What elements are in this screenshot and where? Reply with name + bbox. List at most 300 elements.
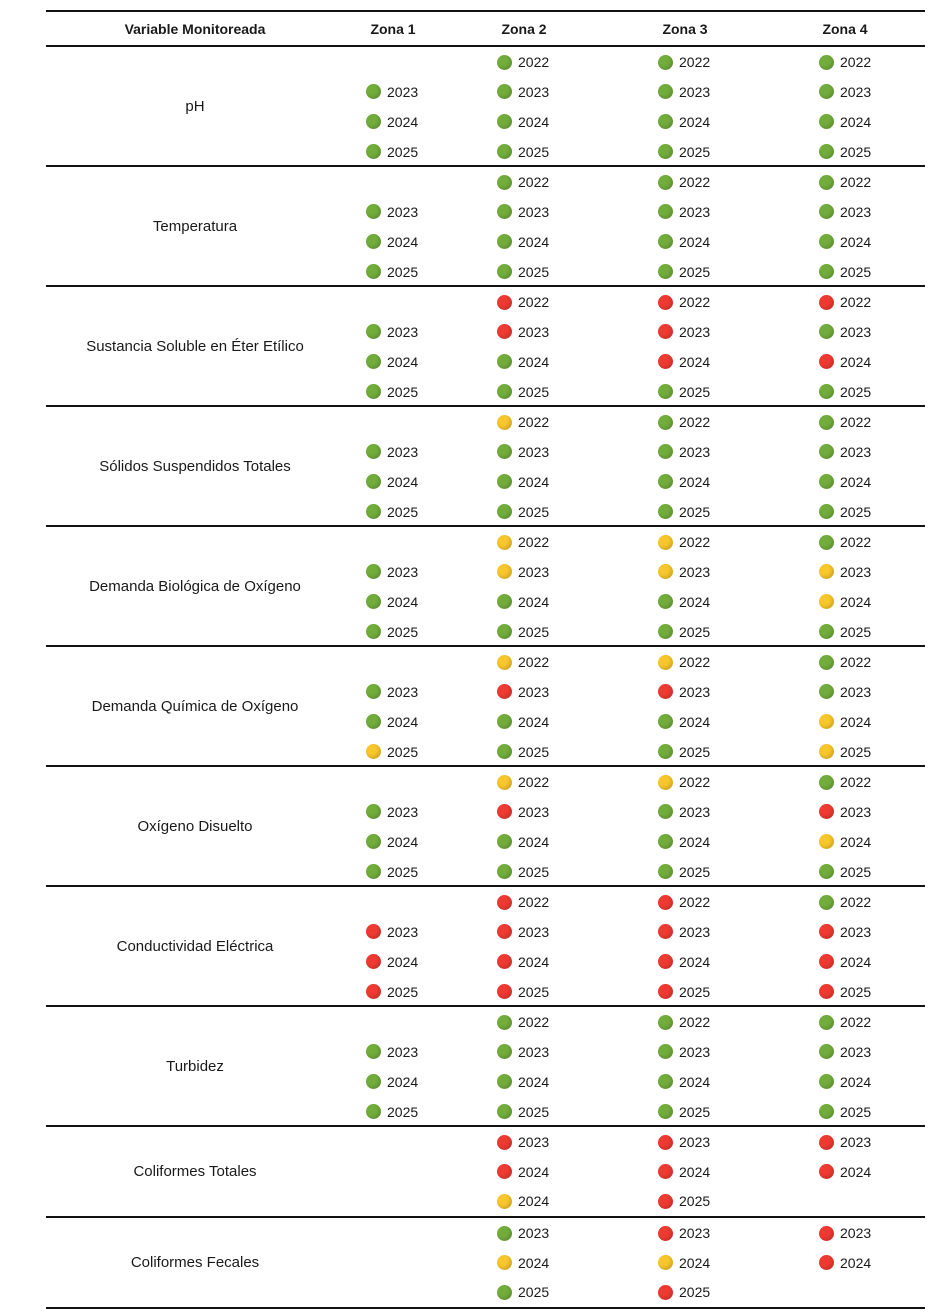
year-label: 2023 bbox=[840, 203, 872, 220]
year-label: 2023 bbox=[679, 83, 711, 100]
year-status bbox=[658, 772, 710, 792]
year-label: 2024 bbox=[518, 953, 550, 970]
year-label: 2023 bbox=[679, 1043, 711, 1060]
year-label: 2023 bbox=[679, 1225, 711, 1241]
year-status bbox=[497, 142, 549, 162]
year-label: 2024 bbox=[679, 1073, 711, 1090]
year-label: 2025 bbox=[679, 383, 711, 400]
status-dot-icon bbox=[497, 864, 512, 879]
status-dot-icon bbox=[819, 1104, 834, 1119]
year-status bbox=[366, 382, 418, 402]
year-status bbox=[366, 442, 418, 462]
year-label: 2023 bbox=[840, 1225, 872, 1241]
status-dot-icon bbox=[366, 144, 381, 159]
variable-label: Temperatura bbox=[152, 217, 238, 235]
status-dot-icon bbox=[497, 144, 512, 159]
year-status bbox=[497, 652, 549, 672]
status-dot-icon bbox=[819, 295, 834, 310]
year-status bbox=[497, 172, 549, 192]
header-zone-4: Zona 4 bbox=[822, 20, 868, 37]
status-dot-icon bbox=[658, 1135, 673, 1150]
year-label: 2024 bbox=[840, 233, 872, 250]
year-status bbox=[658, 112, 710, 132]
year-label: 2024 bbox=[387, 353, 419, 370]
year-status bbox=[658, 1253, 710, 1273]
year-status bbox=[497, 892, 549, 912]
year-status bbox=[658, 142, 710, 162]
year-status bbox=[366, 742, 418, 762]
variable-label: Sólidos Suspendidos Totales bbox=[99, 457, 291, 475]
year-status bbox=[658, 892, 710, 912]
status-dot-icon bbox=[658, 354, 673, 369]
year-label: 2024 bbox=[840, 1073, 872, 1090]
year-status bbox=[366, 622, 418, 642]
year-label: 2025 bbox=[518, 1103, 550, 1120]
variable-label: Oxígeno Disuelto bbox=[137, 817, 253, 835]
year-status bbox=[819, 1223, 871, 1243]
status-dot-icon bbox=[497, 504, 512, 519]
year-label: 2023 bbox=[387, 203, 419, 220]
year-status bbox=[497, 712, 549, 732]
status-dot-icon bbox=[366, 594, 381, 609]
status-dot-icon bbox=[497, 1015, 512, 1030]
year-label: 2023 bbox=[840, 83, 872, 100]
status-dot-icon bbox=[658, 564, 673, 579]
status-dot-icon bbox=[819, 234, 834, 249]
status-dot-icon bbox=[366, 204, 381, 219]
year-status bbox=[366, 142, 418, 162]
year-status bbox=[497, 682, 549, 702]
year-status bbox=[497, 202, 549, 222]
year-status bbox=[658, 682, 710, 702]
year-label: 2022 bbox=[518, 54, 550, 70]
year-label: 2022 bbox=[679, 54, 711, 70]
year-label: 2024 bbox=[518, 833, 550, 850]
year-status bbox=[819, 592, 871, 612]
year-label: 2024 bbox=[840, 593, 872, 610]
status-dot-icon bbox=[819, 354, 834, 369]
year-status bbox=[819, 862, 871, 882]
year-label: 2023 bbox=[679, 923, 711, 940]
year-status bbox=[819, 1102, 871, 1122]
year-status bbox=[819, 292, 871, 312]
year-label: 2024 bbox=[518, 1073, 550, 1090]
status-dot-icon bbox=[658, 775, 673, 790]
year-status bbox=[497, 1162, 549, 1182]
year-status bbox=[658, 82, 710, 102]
year-status bbox=[658, 352, 710, 372]
year-label: 2023 bbox=[387, 323, 419, 340]
year-label: 2025 bbox=[840, 863, 872, 880]
year-status bbox=[819, 232, 871, 252]
status-dot-icon bbox=[658, 535, 673, 550]
status-dot-icon bbox=[658, 804, 673, 819]
status-dot-icon bbox=[658, 114, 673, 129]
year-status bbox=[658, 172, 710, 192]
year-status bbox=[366, 1042, 418, 1062]
status-dot-icon bbox=[497, 444, 512, 459]
status-dot-icon bbox=[497, 655, 512, 670]
year-status bbox=[497, 82, 549, 102]
year-label: 2025 bbox=[387, 263, 419, 280]
status-dot-icon bbox=[819, 175, 834, 190]
year-status bbox=[819, 742, 871, 762]
year-label: 2024 bbox=[679, 1254, 711, 1271]
year-label: 2023 bbox=[840, 563, 872, 580]
status-dot-icon bbox=[819, 954, 834, 969]
year-label: 2023 bbox=[518, 1043, 550, 1060]
table-row bbox=[46, 1218, 925, 1309]
year-status bbox=[366, 262, 418, 282]
year-label: 2025 bbox=[679, 263, 711, 280]
year-label: 2022 bbox=[840, 654, 872, 670]
year-label: 2024 bbox=[840, 713, 872, 730]
status-dot-icon bbox=[497, 175, 512, 190]
year-status bbox=[819, 1162, 871, 1182]
status-dot-icon bbox=[497, 354, 512, 369]
year-label: 2022 bbox=[679, 414, 711, 430]
year-label: 2024 bbox=[679, 833, 711, 850]
year-status bbox=[497, 952, 549, 972]
status-dot-icon bbox=[658, 444, 673, 459]
year-label: 2023 bbox=[840, 443, 872, 460]
status-dot-icon bbox=[658, 954, 673, 969]
year-label: 2023 bbox=[518, 923, 550, 940]
status-dot-icon bbox=[366, 474, 381, 489]
status-dot-icon bbox=[658, 1285, 673, 1300]
year-label: 2024 bbox=[518, 473, 550, 490]
year-status bbox=[658, 862, 710, 882]
year-status bbox=[497, 232, 549, 252]
status-dot-icon bbox=[366, 84, 381, 99]
year-label: 2022 bbox=[518, 534, 550, 550]
year-status bbox=[366, 832, 418, 852]
year-label: 2024 bbox=[387, 713, 419, 730]
year-status bbox=[819, 1072, 871, 1092]
table-header bbox=[46, 10, 925, 47]
year-label: 2025 bbox=[679, 743, 711, 760]
year-status bbox=[658, 232, 710, 252]
status-dot-icon bbox=[658, 234, 673, 249]
year-status bbox=[497, 112, 549, 132]
year-label: 2024 bbox=[518, 1163, 550, 1180]
year-status bbox=[658, 592, 710, 612]
status-dot-icon bbox=[658, 744, 673, 759]
status-dot-icon bbox=[658, 504, 673, 519]
year-status bbox=[366, 862, 418, 882]
year-label: 2024 bbox=[387, 833, 419, 850]
year-label: 2025 bbox=[518, 263, 550, 280]
status-dot-icon bbox=[658, 474, 673, 489]
status-dot-icon bbox=[497, 924, 512, 939]
year-label: 2022 bbox=[518, 654, 550, 670]
year-label: 2024 bbox=[840, 113, 872, 130]
status-dot-icon bbox=[366, 1044, 381, 1059]
status-dot-icon bbox=[497, 84, 512, 99]
year-status bbox=[497, 622, 549, 642]
year-status bbox=[819, 502, 871, 522]
year-status bbox=[497, 322, 549, 342]
year-status bbox=[819, 442, 871, 462]
year-status bbox=[366, 472, 418, 492]
year-status bbox=[366, 982, 418, 1002]
year-label: 2022 bbox=[679, 534, 711, 550]
status-dot-icon bbox=[366, 564, 381, 579]
year-label: 2025 bbox=[387, 1103, 419, 1120]
status-dot-icon bbox=[497, 804, 512, 819]
year-label: 2025 bbox=[387, 623, 419, 640]
table-body bbox=[46, 47, 925, 1309]
year-label: 2024 bbox=[840, 953, 872, 970]
year-label: 2023 bbox=[679, 203, 711, 220]
year-label: 2022 bbox=[518, 1014, 550, 1030]
year-status bbox=[658, 952, 710, 972]
year-status bbox=[819, 472, 871, 492]
year-label: 2023 bbox=[679, 563, 711, 580]
status-dot-icon bbox=[658, 295, 673, 310]
year-label: 2025 bbox=[679, 1193, 711, 1210]
year-status bbox=[366, 682, 418, 702]
year-label: 2024 bbox=[679, 113, 711, 130]
year-status bbox=[658, 712, 710, 732]
year-label: 2024 bbox=[679, 473, 711, 490]
status-dot-icon bbox=[819, 775, 834, 790]
status-dot-icon bbox=[497, 1074, 512, 1089]
status-dot-icon bbox=[497, 384, 512, 399]
status-dot-icon bbox=[497, 564, 512, 579]
status-dot-icon bbox=[658, 655, 673, 670]
year-status bbox=[497, 442, 549, 462]
year-label: 2022 bbox=[679, 1014, 711, 1030]
year-label: 2023 bbox=[387, 83, 419, 100]
table-row bbox=[46, 767, 925, 887]
status-dot-icon bbox=[497, 594, 512, 609]
status-dot-icon bbox=[366, 924, 381, 939]
year-status bbox=[658, 322, 710, 342]
year-status bbox=[819, 982, 871, 1002]
year-label: 2022 bbox=[840, 534, 872, 550]
status-dot-icon bbox=[658, 834, 673, 849]
year-status bbox=[819, 562, 871, 582]
status-dot-icon bbox=[819, 444, 834, 459]
status-dot-icon bbox=[366, 864, 381, 879]
status-dot-icon bbox=[497, 114, 512, 129]
year-status bbox=[658, 832, 710, 852]
year-label: 2025 bbox=[840, 143, 872, 160]
year-label: 2022 bbox=[518, 774, 550, 790]
status-dot-icon bbox=[819, 714, 834, 729]
year-label: 2022 bbox=[840, 414, 872, 430]
status-dot-icon bbox=[366, 954, 381, 969]
status-dot-icon bbox=[819, 984, 834, 999]
year-label: 2023 bbox=[518, 443, 550, 460]
year-status bbox=[658, 652, 710, 672]
status-dot-icon bbox=[819, 804, 834, 819]
variable-label: pH bbox=[185, 97, 205, 115]
year-status bbox=[658, 292, 710, 312]
status-dot-icon bbox=[497, 984, 512, 999]
status-dot-icon bbox=[366, 714, 381, 729]
table-row bbox=[46, 47, 925, 167]
year-label: 2025 bbox=[840, 983, 872, 1000]
year-status bbox=[497, 472, 549, 492]
status-dot-icon bbox=[658, 84, 673, 99]
status-dot-icon bbox=[497, 264, 512, 279]
year-status bbox=[366, 502, 418, 522]
year-label: 2022 bbox=[518, 894, 550, 910]
year-label: 2024 bbox=[679, 953, 711, 970]
status-dot-icon bbox=[819, 624, 834, 639]
year-status bbox=[658, 1191, 710, 1211]
year-status bbox=[497, 802, 549, 822]
status-dot-icon bbox=[658, 324, 673, 339]
status-dot-icon bbox=[497, 1135, 512, 1150]
status-dot-icon bbox=[497, 684, 512, 699]
year-label: 2025 bbox=[679, 143, 711, 160]
year-status bbox=[658, 382, 710, 402]
status-dot-icon bbox=[819, 204, 834, 219]
year-status bbox=[819, 832, 871, 852]
year-label: 2024 bbox=[518, 713, 550, 730]
status-dot-icon bbox=[658, 864, 673, 879]
year-status bbox=[366, 112, 418, 132]
year-label: 2025 bbox=[518, 503, 550, 520]
status-dot-icon bbox=[658, 1255, 673, 1270]
status-dot-icon bbox=[658, 175, 673, 190]
status-dot-icon bbox=[819, 144, 834, 159]
status-dot-icon bbox=[366, 234, 381, 249]
status-dot-icon bbox=[497, 1044, 512, 1059]
status-dot-icon bbox=[497, 324, 512, 339]
status-dot-icon bbox=[497, 744, 512, 759]
year-status bbox=[497, 1191, 549, 1211]
year-label: 2022 bbox=[518, 414, 550, 430]
year-status bbox=[819, 682, 871, 702]
year-label: 2024 bbox=[679, 713, 711, 730]
year-status bbox=[366, 592, 418, 612]
status-dot-icon bbox=[366, 804, 381, 819]
status-dot-icon bbox=[819, 1226, 834, 1241]
year-status bbox=[366, 352, 418, 372]
status-dot-icon bbox=[819, 684, 834, 699]
year-status bbox=[658, 622, 710, 642]
year-status bbox=[497, 1282, 549, 1302]
status-dot-icon bbox=[366, 744, 381, 759]
year-status bbox=[497, 772, 549, 792]
year-label: 2025 bbox=[518, 863, 550, 880]
status-dot-icon bbox=[819, 324, 834, 339]
year-label: 2023 bbox=[518, 1134, 550, 1150]
year-status bbox=[819, 82, 871, 102]
year-status bbox=[658, 502, 710, 522]
status-dot-icon bbox=[819, 114, 834, 129]
year-status bbox=[819, 802, 871, 822]
year-label: 2023 bbox=[387, 1043, 419, 1060]
status-dot-icon bbox=[366, 984, 381, 999]
year-status bbox=[366, 202, 418, 222]
status-dot-icon bbox=[497, 1226, 512, 1241]
status-dot-icon bbox=[819, 1255, 834, 1270]
status-dot-icon bbox=[819, 744, 834, 759]
year-status bbox=[819, 172, 871, 192]
year-label: 2023 bbox=[387, 803, 419, 820]
year-label: 2022 bbox=[518, 174, 550, 190]
year-status bbox=[366, 562, 418, 582]
status-dot-icon bbox=[497, 954, 512, 969]
year-status bbox=[497, 1253, 549, 1273]
variable-label: Demanda Biológica de Oxígeno bbox=[89, 577, 301, 595]
year-status bbox=[366, 802, 418, 822]
year-label: 2022 bbox=[840, 54, 872, 70]
status-dot-icon bbox=[819, 1044, 834, 1059]
year-label: 2025 bbox=[518, 383, 550, 400]
year-label: 2022 bbox=[679, 294, 711, 310]
year-status bbox=[658, 1042, 710, 1062]
year-label: 2024 bbox=[840, 473, 872, 490]
year-status bbox=[658, 1282, 710, 1302]
status-dot-icon bbox=[497, 1285, 512, 1300]
year-label: 2025 bbox=[679, 503, 711, 520]
year-status bbox=[497, 1012, 549, 1032]
year-status bbox=[819, 712, 871, 732]
status-dot-icon bbox=[819, 834, 834, 849]
year-label: 2024 bbox=[679, 1163, 711, 1180]
status-dot-icon bbox=[658, 624, 673, 639]
status-dot-icon bbox=[658, 264, 673, 279]
year-status bbox=[366, 322, 418, 342]
table-row bbox=[46, 287, 925, 407]
year-label: 2024 bbox=[387, 473, 419, 490]
status-dot-icon bbox=[658, 594, 673, 609]
year-status bbox=[819, 262, 871, 282]
year-label: 2024 bbox=[840, 1254, 872, 1271]
year-status bbox=[819, 1132, 871, 1152]
year-status bbox=[658, 262, 710, 282]
status-dot-icon bbox=[366, 834, 381, 849]
year-label: 2025 bbox=[518, 623, 550, 640]
year-label: 2022 bbox=[679, 174, 711, 190]
year-label: 2023 bbox=[518, 323, 550, 340]
status-dot-icon bbox=[366, 684, 381, 699]
status-dot-icon bbox=[658, 684, 673, 699]
year-label: 2023 bbox=[518, 683, 550, 700]
status-dot-icon bbox=[497, 1164, 512, 1179]
status-dot-icon bbox=[658, 384, 673, 399]
status-dot-icon bbox=[658, 895, 673, 910]
year-label: 2025 bbox=[840, 1103, 872, 1120]
year-status bbox=[658, 1162, 710, 1182]
year-label: 2025 bbox=[387, 383, 419, 400]
year-label: 2022 bbox=[518, 294, 550, 310]
status-dot-icon bbox=[658, 924, 673, 939]
status-dot-icon bbox=[819, 594, 834, 609]
year-status bbox=[819, 412, 871, 432]
year-status bbox=[366, 712, 418, 732]
year-status bbox=[819, 772, 871, 792]
year-label: 2025 bbox=[387, 983, 419, 1000]
table-row bbox=[46, 527, 925, 647]
year-status bbox=[819, 382, 871, 402]
variable-label: Coliformes Fecales bbox=[130, 1254, 260, 1271]
status-dot-icon bbox=[819, 895, 834, 910]
header-zone-1: Zona 1 bbox=[370, 20, 416, 37]
year-status bbox=[658, 922, 710, 942]
status-dot-icon bbox=[497, 415, 512, 430]
year-label: 2024 bbox=[518, 593, 550, 610]
year-label: 2024 bbox=[840, 833, 872, 850]
year-status bbox=[366, 1102, 418, 1122]
year-status bbox=[658, 742, 710, 762]
